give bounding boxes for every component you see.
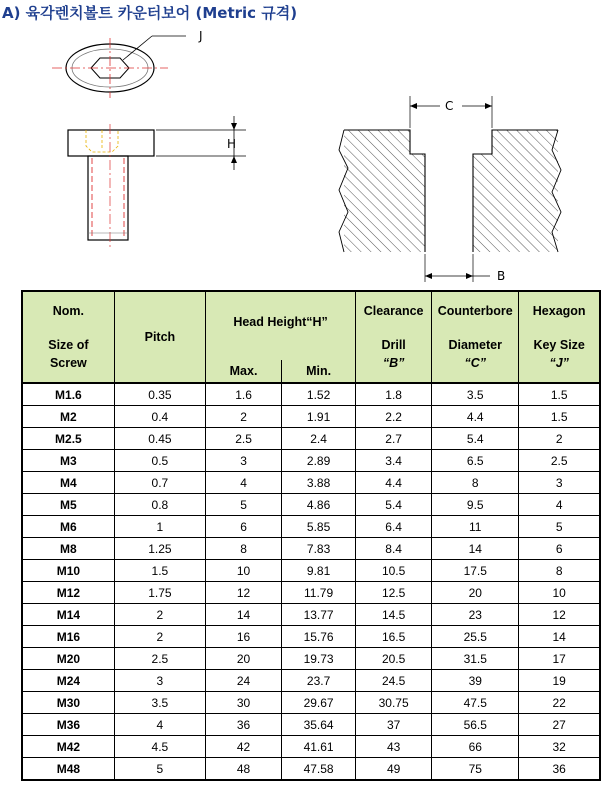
cell-counterbore-dia: 23 [432,604,519,626]
table-row [22,604,600,626]
cell-counterbore-dia: 75 [432,758,519,781]
header-counterbore-diameter: Counterbore Diameter “C” [432,291,519,383]
cell-head-min: 1.52 [282,383,356,406]
cell-pitch: 1 [114,516,205,538]
counterbore-section [339,96,561,282]
table-row [22,516,600,538]
cell-head-min: 47.58 [282,758,356,781]
cell-head-min: 35.64 [282,714,356,736]
cell-hex-key-size: 10 [519,582,600,604]
cell-head-max: 2.5 [206,428,282,450]
cell-head-max: 16 [206,626,282,648]
header-nom-size: Nom. Size of Screw [22,291,114,383]
cell-size: M12 [22,582,114,604]
table-row [22,648,600,670]
cell-head-max: 2 [206,406,282,428]
header-min: Min. [282,360,356,383]
cell-counterbore-dia: 5.4 [432,428,519,450]
cell-head-max: 20 [206,648,282,670]
cell-pitch: 0.4 [114,406,205,428]
cell-clearance-drill: 30.75 [356,692,432,714]
table-row [22,472,600,494]
cell-clearance-drill: 6.4 [356,516,432,538]
header-max: Max. [206,360,282,383]
cell-size: M10 [22,560,114,582]
table-row [22,428,600,450]
cell-hex-key-size: 8 [519,560,600,582]
cell-hex-key-size: 2.5 [519,450,600,472]
cell-clearance-drill: 1.8 [356,383,432,406]
cell-size: M3 [22,450,114,472]
cell-hex-key-size: 5 [519,516,600,538]
table-row [22,626,600,648]
cell-pitch: 2.5 [114,648,205,670]
cell-clearance-drill: 3.4 [356,450,432,472]
cell-pitch: 4 [114,714,205,736]
table-row [22,406,600,428]
cell-hex-key-size: 6 [519,538,600,560]
cell-size: M1.6 [22,383,114,406]
cell-head-max: 48 [206,758,282,781]
cell-head-min: 1.91 [282,406,356,428]
cell-size: M24 [22,670,114,692]
cell-size: M14 [22,604,114,626]
cell-counterbore-dia: 20 [432,582,519,604]
technical-drawing [0,0,610,290]
cell-pitch: 1.75 [114,582,205,604]
cell-hex-key-size: 22 [519,692,600,714]
cell-pitch: 1.5 [114,560,205,582]
cell-counterbore-dia: 25.5 [432,626,519,648]
cell-clearance-drill: 43 [356,736,432,758]
cell-size: M42 [22,736,114,758]
bolt-spec-table [21,290,601,781]
table-row [22,736,600,758]
cell-head-min: 5.85 [282,516,356,538]
cell-clearance-drill: 5.4 [356,494,432,516]
table-row [22,450,600,472]
cell-size: M8 [22,538,114,560]
cell-head-max: 36 [206,714,282,736]
cell-clearance-drill: 49 [356,758,432,781]
cell-clearance-drill: 2.7 [356,428,432,450]
bolt-side-view [68,116,246,248]
cell-size: M6 [22,516,114,538]
table-row [22,538,600,560]
cell-pitch: 0.45 [114,428,205,450]
cell-head-max: 6 [206,516,282,538]
cell-counterbore-dia: 47.5 [432,692,519,714]
cell-counterbore-dia: 6.5 [432,450,519,472]
cell-head-max: 10 [206,560,282,582]
cell-head-min: 29.67 [282,692,356,714]
cell-head-max: 3 [206,450,282,472]
cell-hex-key-size: 1.5 [519,406,600,428]
cell-hex-key-size: 32 [519,736,600,758]
cell-clearance-drill: 24.5 [356,670,432,692]
table-row [22,692,600,714]
cell-head-min: 15.76 [282,626,356,648]
table-row [22,560,600,582]
cell-hex-key-size: 14 [519,626,600,648]
cell-pitch: 5 [114,758,205,781]
label-j: J [199,29,203,43]
cell-head-max: 1.6 [206,383,282,406]
cell-head-min: 11.79 [282,582,356,604]
cell-counterbore-dia: 4.4 [432,406,519,428]
cell-counterbore-dia: 8 [432,472,519,494]
cell-hex-key-size: 1.5 [519,383,600,406]
cell-head-min: 7.83 [282,538,356,560]
cell-head-max: 30 [206,692,282,714]
cell-clearance-drill: 12.5 [356,582,432,604]
header-clearance-drill: Clearance Drill “B” [356,291,432,383]
cell-counterbore-dia: 11 [432,516,519,538]
cell-size: M5 [22,494,114,516]
table-row [22,383,600,406]
cell-hex-key-size: 27 [519,714,600,736]
cell-counterbore-dia: 9.5 [432,494,519,516]
cell-clearance-drill: 2.2 [356,406,432,428]
cell-counterbore-dia: 14 [432,538,519,560]
cell-clearance-drill: 8.4 [356,538,432,560]
cell-size: M30 [22,692,114,714]
header-hexagon-key-size: Hexagon Key Size “J” [519,291,600,383]
cell-size: M2 [22,406,114,428]
label-b: B [497,269,506,283]
cell-head-max: 14 [206,604,282,626]
cell-pitch: 0.8 [114,494,205,516]
cell-head-min: 9.81 [282,560,356,582]
cell-counterbore-dia: 17.5 [432,560,519,582]
cell-head-min: 2.89 [282,450,356,472]
label-c: C [445,99,454,113]
cell-clearance-drill: 10.5 [356,560,432,582]
cell-head-max: 5 [206,494,282,516]
cell-pitch: 1.25 [114,538,205,560]
cell-head-min: 13.77 [282,604,356,626]
cell-hex-key-size: 3 [519,472,600,494]
table-row [22,582,600,604]
label-h: H [227,137,237,151]
cell-pitch: 0.35 [114,383,205,406]
table-row [22,670,600,692]
cell-hex-key-size: 17 [519,648,600,670]
cell-head-max: 42 [206,736,282,758]
cell-hex-key-size: 19 [519,670,600,692]
cell-pitch: 2 [114,626,205,648]
cell-size: M20 [22,648,114,670]
cell-counterbore-dia: 66 [432,736,519,758]
table-row [22,758,600,781]
cell-size: M16 [22,626,114,648]
cell-counterbore-dia: 39 [432,670,519,692]
cell-pitch: 3.5 [114,692,205,714]
cell-counterbore-dia: 31.5 [432,648,519,670]
table-row [22,494,600,516]
cell-counterbore-dia: 3.5 [432,383,519,406]
cell-size: M36 [22,714,114,736]
cell-head-max: 12 [206,582,282,604]
cell-head-min: 2.4 [282,428,356,450]
cell-hex-key-size: 4 [519,494,600,516]
cell-size: M2.5 [22,428,114,450]
cell-clearance-drill: 37 [356,714,432,736]
cell-head-min: 23.7 [282,670,356,692]
cell-pitch: 4.5 [114,736,205,758]
cell-head-max: 8 [206,538,282,560]
cell-clearance-drill: 16.5 [356,626,432,648]
cell-clearance-drill: 14.5 [356,604,432,626]
cell-clearance-drill: 20.5 [356,648,432,670]
cell-size: M4 [22,472,114,494]
cell-hex-key-size: 2 [519,428,600,450]
cell-head-max: 24 [206,670,282,692]
cell-hex-key-size: 36 [519,758,600,781]
header-pitch: Pitch [114,291,205,383]
page-title: A) 육각렌치볼트 카운터보어 (Metric 규격) [2,4,298,22]
cell-hex-key-size: 12 [519,604,600,626]
cell-head-min: 4.86 [282,494,356,516]
header-head-height: Head Height“H” [206,291,356,360]
cell-head-min: 19.73 [282,648,356,670]
table-body [22,383,600,780]
cell-head-min: 41.61 [282,736,356,758]
bolt-top-view [52,36,186,98]
cell-clearance-drill: 4.4 [356,472,432,494]
cell-head-min: 3.88 [282,472,356,494]
cell-pitch: 3 [114,670,205,692]
cell-counterbore-dia: 56.5 [432,714,519,736]
cell-head-max: 4 [206,472,282,494]
cell-pitch: 2 [114,604,205,626]
table-row [22,714,600,736]
cell-pitch: 0.5 [114,450,205,472]
cell-pitch: 0.7 [114,472,205,494]
cell-size: M48 [22,758,114,781]
